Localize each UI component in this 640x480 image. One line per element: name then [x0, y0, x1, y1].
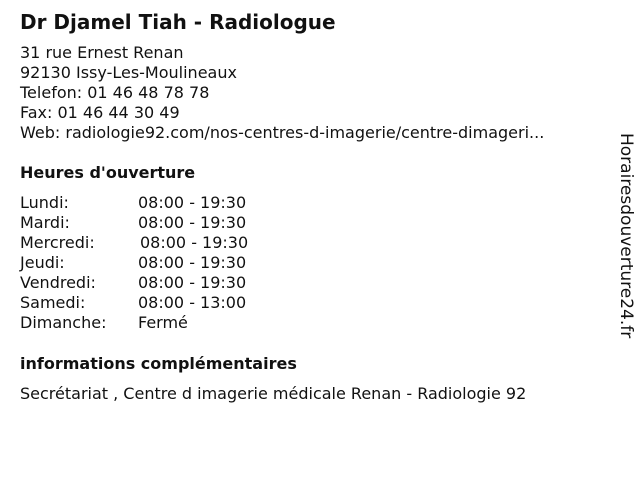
info-text: Secrétariat , Centre d imagerie médicale Renan - Radiologie 92: [20, 384, 527, 403]
day-label: Mercredi:: [20, 233, 95, 252]
time-range: 08:00 - 13:00: [138, 293, 247, 312]
watermark-text: Horairesdouverture24.fr: [616, 133, 636, 339]
city-postal: 92130 Issy-Les-Moulineaux: [20, 63, 237, 82]
time-range: 08:00 - 19:30: [138, 273, 247, 292]
day-label: Mardi:: [20, 213, 70, 232]
hours-heading: Heures d'ouverture: [20, 163, 196, 182]
phone-number[interactable]: Telefon: 01 46 48 78 78: [20, 83, 210, 102]
day-label: Jeudi:: [20, 253, 65, 272]
page-title: Dr Djamel Tiah - Radiologue: [20, 10, 336, 34]
time-range: 08:00 - 19:30: [138, 213, 247, 232]
address-block: [20, 43, 544, 143]
time-range: 08:00 - 19:30: [140, 233, 249, 252]
fax-number: Fax: 01 46 44 30 49: [20, 103, 180, 122]
street-address: 31 rue Ernest Renan: [20, 43, 184, 62]
time-range: 08:00 - 19:30: [138, 193, 247, 212]
day-label: Vendredi:: [20, 273, 96, 292]
day-label: Samedi:: [20, 293, 86, 312]
website-link[interactable]: Web: radiologie92.com/nos-centres-d-imagerie/centre-dimageri...: [20, 123, 545, 142]
time-range: Fermé: [138, 313, 188, 332]
time-range: 08:00 - 19:30: [138, 253, 247, 272]
day-label: Lundi:: [20, 193, 69, 212]
info-heading: informations complémentaires: [20, 354, 297, 373]
day-label: Dimanche:: [20, 313, 107, 332]
